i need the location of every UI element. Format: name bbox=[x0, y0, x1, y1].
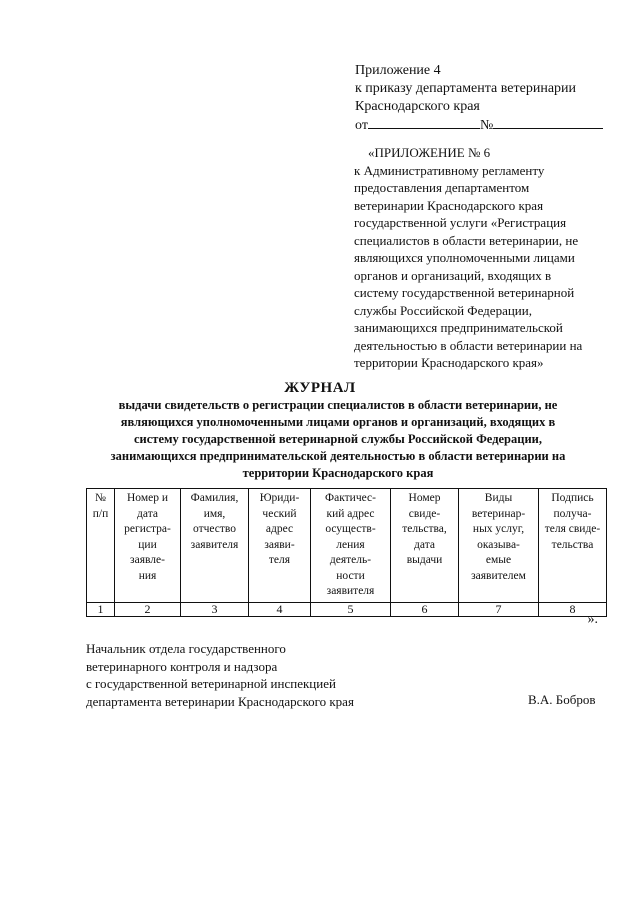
header-text: заявителя bbox=[190, 538, 239, 551]
header-cell-applicant-name bbox=[181, 489, 249, 603]
appendix-date-number-line bbox=[355, 116, 603, 135]
signature-position-line: ветеринарного контроля и надзора bbox=[86, 658, 278, 674]
journal-subtitle-line: занимающихся предпринимательской деятельностью в области ветеринарии на bbox=[110, 449, 566, 463]
header-text: ветеринар- bbox=[471, 507, 526, 520]
appendix-line-1: Приложение 4 bbox=[355, 63, 441, 78]
prilozhenie-line: территории Краснодарского края» bbox=[354, 355, 544, 370]
header-text: кий адрес bbox=[326, 507, 375, 520]
number-blank bbox=[493, 116, 603, 129]
appendix-line-3: Краснодарского края bbox=[355, 99, 480, 114]
number-prefix: № bbox=[479, 118, 494, 133]
column-number-cell: 3 bbox=[181, 602, 249, 616]
header-text: выдачи bbox=[406, 554, 443, 566]
appendix-header bbox=[355, 62, 603, 135]
column-number-cell: 1 bbox=[87, 602, 115, 616]
prilozhenie-line: службы Российской Федерации, bbox=[354, 302, 532, 318]
header-text: ности bbox=[336, 569, 365, 582]
table-header-row bbox=[87, 489, 607, 603]
header-text: тельства bbox=[551, 538, 594, 551]
journal-subtitle-line: территории Краснодарского края bbox=[242, 466, 434, 480]
header-text: заявителем bbox=[471, 569, 526, 582]
journal-subtitle-line: являющихся уполномоченными лицами органов и организаций, входящих в bbox=[120, 415, 556, 429]
prilozhenie-line: предоставления департаментом bbox=[354, 180, 530, 195]
header-text: Номер и bbox=[127, 492, 168, 504]
journal-subtitle-line: систему государственной ветеринарной службы Российской Федерации, bbox=[134, 432, 542, 446]
header-text: Подпись bbox=[551, 492, 594, 504]
header-cell-legal-address bbox=[249, 489, 311, 603]
column-number-cell: 8 bbox=[539, 602, 607, 616]
header-cell-actual-address bbox=[311, 489, 391, 603]
date-blank bbox=[368, 116, 480, 129]
header-cell-reg-number-date bbox=[115, 489, 181, 603]
signer-name: В.А. Бобров bbox=[528, 692, 596, 707]
column-number-cell: 4 bbox=[249, 602, 311, 616]
header-text: Юриди- bbox=[259, 492, 300, 504]
date-prefix: от bbox=[355, 118, 368, 133]
prilozhenie-line: систему государственной ветеринарной bbox=[354, 285, 575, 300]
header-text: № bbox=[95, 492, 106, 504]
header-text: ния bbox=[138, 569, 157, 582]
header-text: заявителя bbox=[326, 585, 375, 597]
header-cell-certificate-number-date bbox=[391, 489, 459, 603]
signature-position-line: с государственной ветеринарной инспекцией bbox=[86, 676, 336, 691]
header-text: ческий bbox=[262, 507, 297, 520]
header-cell-service-types bbox=[459, 489, 539, 603]
header-text: отчество bbox=[192, 523, 237, 535]
header-text: Фамилия, bbox=[190, 492, 239, 504]
signature-position-line: департамента ветеринарии Краснодарского края bbox=[86, 693, 354, 709]
prilozhenie-line: являющихся уполномоченными лицами bbox=[354, 250, 575, 265]
header-text: ции bbox=[138, 538, 157, 551]
header-text: дата bbox=[414, 538, 435, 551]
journal-title: ЖУРНАЛ bbox=[284, 380, 356, 396]
closing-quote-mark: ». bbox=[587, 612, 598, 627]
header-text: теля bbox=[268, 554, 291, 566]
column-number-cell: 7 bbox=[459, 602, 539, 616]
header-text: деятель- bbox=[329, 554, 372, 566]
header-text: теля свиде- bbox=[544, 523, 601, 535]
header-text: адрес bbox=[265, 523, 294, 535]
header-text: Виды bbox=[484, 492, 513, 504]
header-text: емые bbox=[485, 554, 512, 566]
header-text: заявле- bbox=[130, 554, 165, 566]
prilozhenie-line: специалистов в области ветеринарии, не bbox=[354, 232, 579, 248]
signature-block bbox=[86, 640, 354, 710]
column-number-cell: 6 bbox=[391, 602, 459, 616]
journal-subtitle-line: выдачи свидетельств о регистрации специалистов в области ветеринарии, не bbox=[118, 398, 558, 412]
header-text: регистра- bbox=[124, 523, 171, 535]
column-number-cell: 5 bbox=[311, 602, 391, 616]
prilozhenie-line: к Административному регламенту bbox=[354, 162, 545, 178]
header-cell-recipient-signature bbox=[539, 489, 607, 603]
header-text: Номер bbox=[408, 492, 441, 504]
appendix-line-2: к приказу департамента ветеринарии bbox=[355, 81, 577, 96]
header-text: ления bbox=[336, 538, 365, 551]
header-text: оказыва- bbox=[477, 538, 520, 551]
prilozhenie-block bbox=[354, 144, 582, 372]
header-text: дата bbox=[137, 507, 158, 520]
journal-subtitle bbox=[88, 397, 588, 482]
header-text: заяви- bbox=[264, 538, 295, 551]
prilozhenie-line: органов и организаций, входящих в bbox=[354, 267, 552, 283]
prilozhenie-line: ветеринарии Краснодарского края bbox=[354, 197, 544, 213]
header-text: ных услуг, bbox=[472, 523, 525, 535]
header-text: Фактичес- bbox=[325, 492, 376, 504]
header-cell-number bbox=[87, 489, 115, 603]
header-text: свиде- bbox=[408, 507, 441, 520]
header-text: получа- bbox=[553, 507, 592, 520]
header-text: имя, bbox=[203, 507, 226, 520]
journal-table bbox=[86, 488, 607, 617]
table-column-number-row bbox=[87, 602, 607, 616]
prilozhenie-line: «ПРИЛОЖЕНИЕ № 6 bbox=[368, 145, 491, 160]
signature-position-line: Начальник отдела государственного bbox=[86, 641, 286, 656]
header-text: п/п bbox=[92, 507, 109, 520]
header-text: осуществ- bbox=[325, 523, 376, 535]
prilozhenie-line: занимающихся предпринимательской bbox=[354, 320, 563, 335]
prilozhenie-line: деятельностью в области ветеринарии на bbox=[354, 337, 583, 353]
column-number-cell: 2 bbox=[115, 602, 181, 616]
header-text: тельства, bbox=[402, 523, 447, 535]
prilozhenie-line: государственной услуги «Регистрация bbox=[354, 215, 567, 230]
